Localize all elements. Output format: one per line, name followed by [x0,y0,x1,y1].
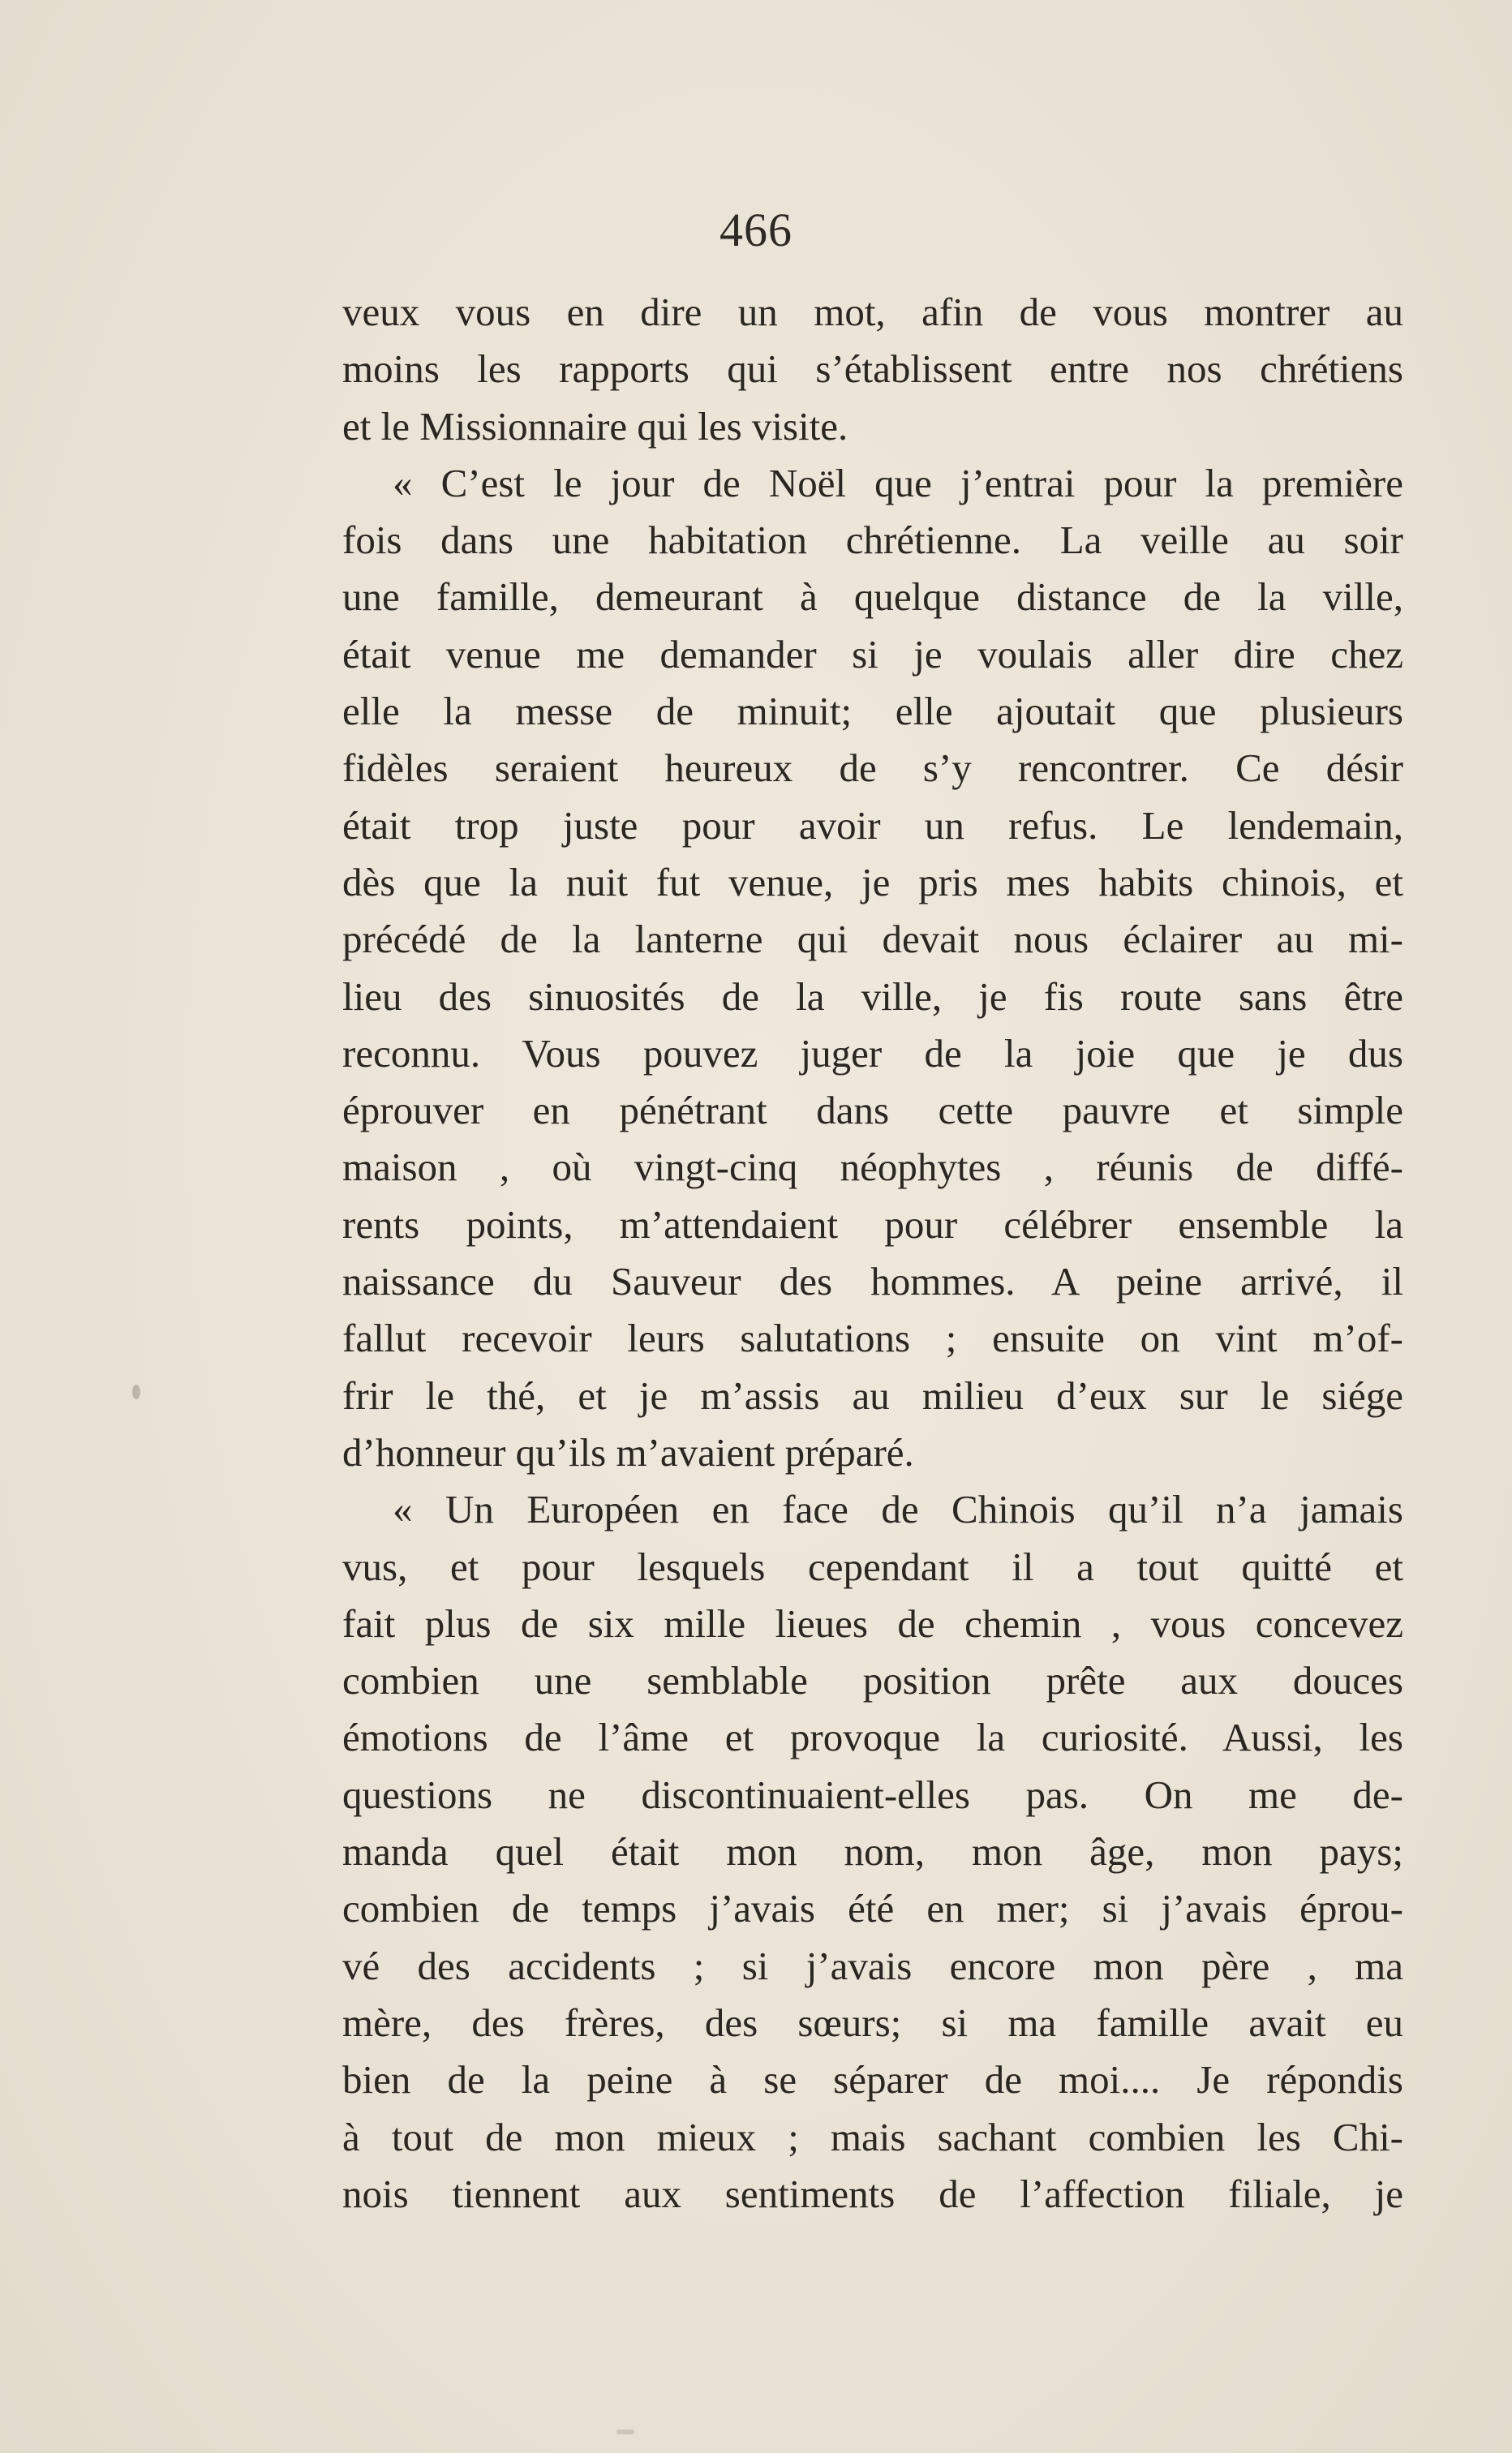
text-line: rents points, m’attendaient pour célébrer ensemble la [342,1201,1403,1247]
body-text [342,284,1403,2223]
text-line: fidèles seraient heureux de s’y rencontrer. Ce désir [342,745,1403,791]
text-line: reconnu. Vous pouvez juger de la joie que je dus [342,1030,1403,1076]
text-line: fois dans une habitation chrétienne. La veille au soir [342,518,1403,563]
page-number: 466 [719,204,793,256]
text-line: combien une semblable position prête aux douces [342,1658,1403,1703]
text-line: lieu des sinuosités de la ville, je fis route sans être [342,973,1403,1019]
text-line: moins les rapports qui s’établissent entre nos chrétiens [342,346,1403,392]
text-line: était venue me demander si je voulais aller dire chez [342,631,1403,677]
text-line: fallut recevoir leurs salutations ; ensuite on vint m’of- [342,1316,1403,1361]
text-line: mère, des frères, des sœurs; si ma famille avait eu [342,2000,1403,2045]
text-line: d’honneur qu’ils m’avaient préparé. [342,1429,914,1475]
text-line: combien de temps j’avais été en mer; si j’avais éprou- [342,1886,1403,1931]
text-line: vus, et pour lesquels cependant il a tout quitté et [342,1544,1403,1589]
text-line: « C’est le jour de Noël que j’entrai pour la première [393,460,1403,505]
text-line: nois tiennent aux sentiments de l’affection filiale, je [342,2171,1403,2216]
text-line: éprouver en pénétrant dans cette pauvre et simple [342,1088,1403,1133]
text-line: veux vous en dire un mot, afin de vous montrer au [342,290,1403,334]
text-line: « Un Européen en face de Chinois qu’il n’a jamais [393,1487,1403,1532]
text-line: et le Missionnaire qui les visite. [342,403,848,449]
text-line: à tout de mon mieux ; mais sachant combien les Chi- [342,2114,1403,2159]
text-line: manda quel était mon nom, mon âge, mon pays; [342,1829,1403,1875]
text-line: maison , où vingt-cinq néophytes , réunis de diffé- [342,1145,1403,1190]
text-line: une famille, demeurant à quelque distance de la ville, [342,574,1403,620]
text-line: vé des accidents ; si j’avais encore mon père , ma [342,1943,1403,1988]
text-line: elle la messe de minuit; elle ajoutait que plusieurs [342,689,1403,734]
ink-stain [132,1385,140,1399]
paper-scuff [616,2429,634,2434]
text-line: frir le thé, et je m’assis au milieu d’eux sur le siége [342,1373,1403,1418]
text-line: bien de la peine à se séparer de moi.... Je répondis [342,2057,1403,2103]
text-line: naissance du Sauveur des hommes. A peine arrivé, il [342,1259,1403,1304]
text-line: dès que la nuit fut venue, je pris mes habits chinois, et [342,859,1403,904]
text-line: était trop juste pour avoir un refus. Le lendemain, [342,802,1403,848]
text-line: précédé de la lanterne qui devait nous éclairer au mi- [342,917,1403,962]
text-line: émotions de l’âme et provoque la curiosité. Aussi, les [342,1715,1403,1760]
text-line: fait plus de six mille lieues de chemin , vous concevez [342,1600,1403,1646]
text-line: questions ne discontinuaient-elles pas. On me de- [342,1772,1403,1817]
